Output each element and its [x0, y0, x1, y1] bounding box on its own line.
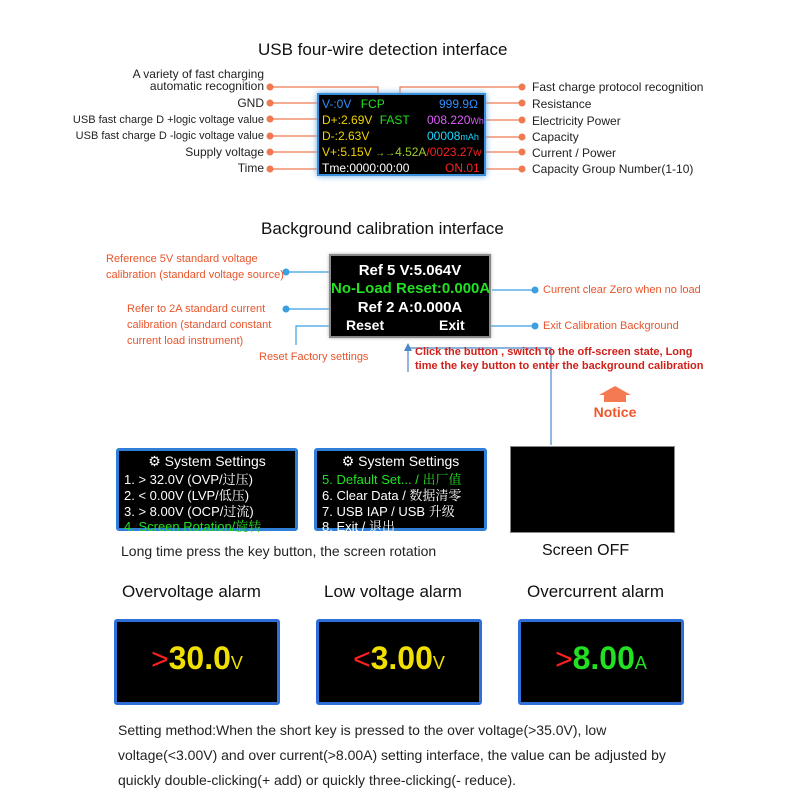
gear-icon: ⚙: [341, 453, 355, 469]
cal-reset-button[interactable]: Reset: [346, 317, 385, 333]
calibration-note: Click the button , switch to the off-screen state, Long time the key button to enter the background calibration: [415, 346, 704, 372]
label-capacity-group: Capacity Group Number(1-10): [532, 162, 694, 176]
caption-screen-off: Screen OFF: [542, 542, 630, 559]
settings-item-usb-iap: 7. USB IAP / USB 升级: [322, 504, 455, 519]
overvoltage-value: 30.0: [168, 640, 231, 676]
label-reset-factory: Reset Factory settings: [259, 351, 369, 363]
label-supply-voltage: Supply voltage: [185, 145, 264, 159]
alarm-arrow-icon: <: [353, 643, 371, 676]
power-value: /0023.27: [426, 145, 474, 159]
overcurrent-unit: A: [634, 653, 647, 673]
label-ref-5v: Reference 5V standard voltage calibration (standard voltage source): [106, 253, 284, 281]
settings-item-exit: 8. Exit / 退出: [322, 519, 395, 534]
cal-exit-button[interactable]: Exit: [439, 317, 465, 333]
caption-rotation: Long time press the key button, the screen rotation: [121, 543, 437, 559]
gnd-value: V-:0V: [322, 97, 352, 111]
label-resistance: Resistance: [532, 97, 592, 111]
label-protocol-recognition: Fast charge protocol recognition: [532, 80, 704, 94]
settings-screen-a: [116, 448, 298, 534]
settings-item-default: 5. Default Set... / 出厂值: [322, 472, 462, 487]
settings-title-a: System Settings: [164, 453, 266, 469]
label-dplus: USB fast charge D +logic voltage value: [72, 114, 264, 126]
up-arrow-icon: [599, 386, 631, 395]
section-title-calibration: Background calibration interface: [261, 219, 504, 238]
notice-label: Notice: [593, 404, 637, 420]
screen-off-panel: [510, 446, 675, 533]
cal-ref2-row: Ref 2 A:0.000A: [357, 299, 463, 316]
label-current-power: Current / Power: [532, 146, 617, 160]
low-voltage-alarm-screen: [316, 619, 482, 705]
overvoltage-unit: V: [230, 653, 243, 673]
label-gnd: GND: [237, 96, 264, 110]
energy-value: 008.220Wh: [427, 113, 484, 127]
settings-item-ovp: 1. > 32.0V (OVP/过压): [124, 472, 253, 487]
current-value: 4.52A: [395, 145, 427, 159]
low-voltage-value: 3.00: [370, 640, 433, 676]
notice-badge: [588, 386, 642, 420]
overcurrent-value: 8.00: [572, 640, 635, 676]
settings-item-rotation: 4. Screen Rotation/旋转: [124, 519, 262, 534]
settings-item-ocp: 3. > 8.00V (OCP/过流): [124, 504, 254, 519]
settings-screen-b: [314, 448, 487, 534]
title-overvoltage: Overvoltage alarm: [122, 582, 261, 601]
calibration-screen: [329, 254, 491, 338]
label-current-clear: Current clear Zero when no load: [543, 284, 701, 296]
vplus-value: V+:5.15V: [322, 145, 372, 159]
alarm-arrow-icon: >: [555, 643, 573, 676]
section-title-detection: USB four-wire detection interface: [258, 40, 508, 59]
cal-ref5-row: Ref 5 V:5.064V: [358, 262, 462, 279]
title-low-voltage: Low voltage alarm: [324, 582, 462, 601]
label-capacity: Capacity: [532, 130, 579, 144]
capacity-value: 00008mAh: [427, 129, 479, 143]
group-value: ON.01: [445, 161, 480, 175]
resistance-value: 999.9Ω: [439, 97, 478, 111]
time-value: Tme:0000:00:00: [322, 161, 410, 175]
gear-icon: ⚙: [148, 453, 161, 469]
title-overcurrent: Overcurrent alarm: [527, 582, 664, 601]
protocol-value: FCP: [360, 97, 385, 111]
label-exit-calibration: Exit Calibration Background: [543, 320, 679, 332]
overvoltage-alarm-screen: [114, 619, 280, 705]
label-electricity-power: Electricity Power: [532, 114, 621, 128]
alarm-arrow-icon: >: [151, 643, 169, 676]
current-arrow-icon: →→: [375, 148, 396, 159]
setting-method-text: Setting method:When the short key is pressed to the over voltage(>35.0V), low voltage(<3.00V) and over current(>8.00A) setting interface, the value can be adjusted by quickly double-clicking(+ add) or quickly three-clicking(- reduce).: [118, 722, 666, 788]
fast-value: FAST: [379, 113, 410, 127]
settings-item-clear-data: 6. Clear Data / 数据清零: [322, 488, 462, 503]
label-fast-charge-recognition: A variety of fast charging automatic recognition: [132, 67, 264, 93]
label-time: Time: [237, 161, 264, 175]
overcurrent-alarm-screen: [518, 619, 684, 705]
cal-noload-row: No-Load Reset:0.000A: [331, 280, 491, 297]
label-ref-2a: Refer to 2A standard current calibration (standard constant current load instrument): [127, 303, 272, 347]
settings-title-b: System Settings: [358, 453, 460, 469]
label-dminus: USB fast charge D -logic voltage value: [75, 130, 264, 142]
dminus-value: D-:2.63V: [322, 129, 370, 143]
detection-screen: V-:0V FCP 999.9Ω D+:2.69V FAST 008.220Wh D-:2.63V 00008mAh V+:5.15V →→4.52A/0023.27W Tme:0000:00:00 ON.01: [317, 93, 486, 176]
settings-item-lvp: 2. < 0.00V (LVP/低压): [124, 488, 250, 503]
dplus-value: D+:2.69V: [322, 113, 373, 127]
low-voltage-unit: V: [432, 653, 445, 673]
